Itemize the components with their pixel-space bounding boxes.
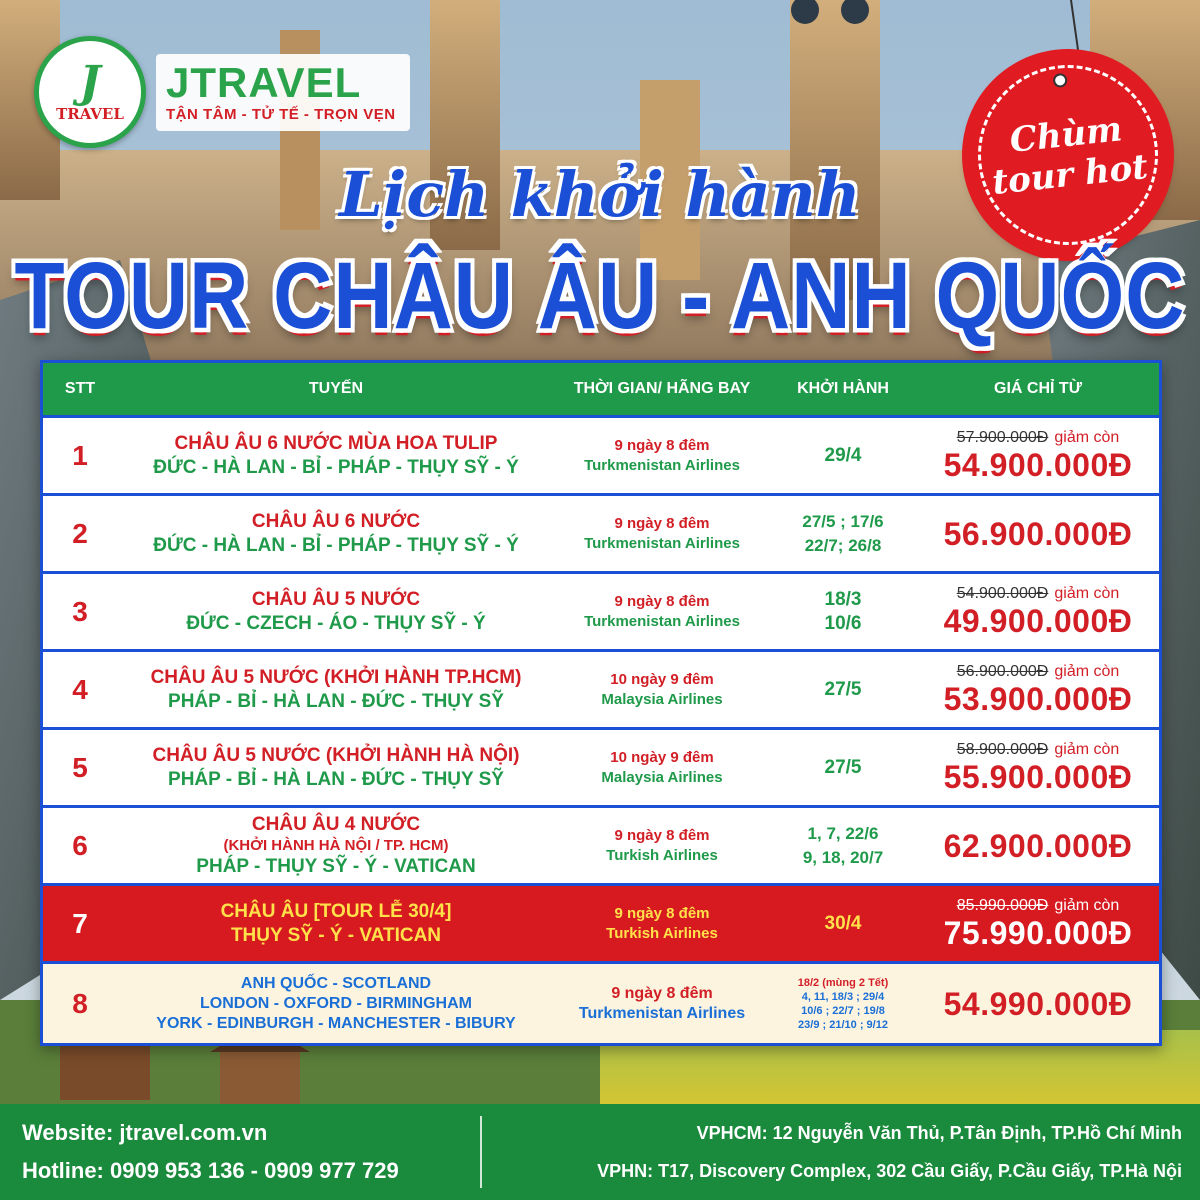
price-cell xyxy=(917,886,1159,961)
price-cell xyxy=(917,652,1159,727)
header-time-airline: THỜI GIAN/ HÃNG BAY xyxy=(573,380,751,397)
departure-date: 27/5 xyxy=(824,756,862,778)
departure-date: 9, 18, 20/7 xyxy=(802,847,884,867)
route-cell xyxy=(117,418,555,493)
old-price-line xyxy=(957,663,1120,681)
duration: 9 ngày 8 đêm xyxy=(611,984,713,1002)
table-row[interactable] xyxy=(43,493,1159,571)
airline: Turkish Airlines xyxy=(606,924,718,942)
table-row[interactable] xyxy=(43,415,1159,493)
table-row-highlighted[interactable] xyxy=(43,883,1159,961)
route-title: CHÂU ÂU 5 NƯỚC xyxy=(251,588,421,610)
route-cell xyxy=(117,652,555,727)
airline: Malaysia Airlines xyxy=(601,690,723,708)
discount-note: giảm còn xyxy=(1054,662,1120,680)
route-cell xyxy=(117,574,555,649)
row-number: 6 xyxy=(72,829,88,861)
departure-cell xyxy=(769,574,917,649)
table-row[interactable] xyxy=(43,571,1159,649)
departure-cell xyxy=(769,808,917,883)
old-price-line xyxy=(957,429,1120,447)
current-price: 75.990.000Đ xyxy=(943,914,1133,951)
old-price: 54.900.000Đ xyxy=(956,584,1049,602)
time-cell xyxy=(555,574,769,649)
departure-date: 27/5 ; 17/6 xyxy=(802,511,884,531)
current-price: 55.900.000Đ xyxy=(943,758,1133,795)
discount-note: giảm còn xyxy=(1054,896,1120,914)
route-cell xyxy=(117,496,555,571)
route-title: CHÂU ÂU 5 NƯỚC (KHỞI HÀNH HÀ NỘI) xyxy=(152,744,520,766)
old-price: 57.900.000Đ xyxy=(956,428,1049,446)
time-cell xyxy=(555,652,769,727)
departure-cell xyxy=(769,418,917,493)
header-departure: KHỞI HÀNH xyxy=(797,380,889,397)
route-cell xyxy=(117,964,555,1043)
brand-logo[interactable] xyxy=(34,36,410,148)
airline: Turkish Airlines xyxy=(606,846,718,864)
logo-emblem xyxy=(34,36,146,148)
duration: 9 ngày 8 đêm xyxy=(614,436,710,454)
duration: 9 ngày 8 đêm xyxy=(614,514,710,532)
price-cell xyxy=(917,574,1159,649)
time-cell xyxy=(555,964,769,1043)
badge-line-2: tour hot xyxy=(990,146,1150,203)
route-title: CHÂU ÂU [TOUR LỄ 30/4] xyxy=(220,900,452,922)
departure-date: 18/2 (mùng 2 Tết) xyxy=(797,976,889,989)
airline: Turkmenistan Airlines xyxy=(584,612,740,630)
departure-cell xyxy=(769,886,917,961)
office-hcm: VPHCM: 12 Nguyễn Văn Thủ, P.Tân Định, TP.Hồ Chí Minh xyxy=(696,1123,1182,1143)
badge-line-1: Chùm xyxy=(1007,109,1124,161)
discount-note: giảm còn xyxy=(1054,584,1120,602)
table-header xyxy=(43,363,1159,415)
price-cell xyxy=(917,964,1159,1043)
duration: 10 ngày 9 đêm xyxy=(610,670,714,688)
header-price: GIÁ CHỈ TỪ xyxy=(994,380,1082,397)
departure-date: 27/5 xyxy=(824,678,862,700)
route-cities-2: YORK - EDINBURGH - MANCHESTER - BIBURY xyxy=(156,1014,516,1032)
route-countries: ĐỨC - CZECH - ÁO - THỤY SỸ - Ý xyxy=(186,612,486,634)
departure-date: 1, 7, 22/6 xyxy=(807,823,879,843)
current-price: 49.900.000Đ xyxy=(943,602,1133,639)
row-number: 7 xyxy=(72,907,88,939)
tour-schedule-table xyxy=(40,360,1162,1046)
airline: Turkmenistan Airlines xyxy=(584,456,740,474)
route-countries: PHÁP - BỈ - HÀ LAN - ĐỨC - THỤY SỸ xyxy=(168,690,504,712)
logo-mark: J xyxy=(79,57,101,108)
price-cell xyxy=(917,418,1159,493)
departure-date: 10/6 ; 22/7 ; 19/8 xyxy=(801,1004,885,1017)
departure-cell xyxy=(769,730,917,805)
route-subtitle: (KHỞI HÀNH HÀ NỘI / TP. HCM) xyxy=(223,836,449,854)
route-countries: ĐỨC - HÀ LAN - BỈ - PHÁP - THỤY SỸ - Ý xyxy=(153,456,519,478)
contact-footer xyxy=(0,1104,1200,1200)
route-title: CHÂU ÂU 4 NƯỚC xyxy=(251,813,421,835)
current-price: 53.900.000Đ xyxy=(943,680,1133,717)
departure-cell xyxy=(769,496,917,571)
row-number: 4 xyxy=(72,673,88,705)
table-row[interactable] xyxy=(43,805,1159,883)
row-number: 8 xyxy=(72,987,88,1019)
old-price-line xyxy=(957,741,1120,759)
row-number: 1 xyxy=(72,439,88,471)
brand-slogan: TẬN TÂM - TỬ TẾ - TRỌN VẸN xyxy=(166,105,396,123)
duration: 10 ngày 9 đêm xyxy=(610,748,714,766)
duration: 9 ngày 8 đêm xyxy=(614,904,710,922)
departure-date: 23/9 ; 21/10 ; 9/12 xyxy=(798,1018,888,1031)
brand-text-box xyxy=(156,54,410,131)
footer-divider xyxy=(480,1116,482,1188)
departure-date: 10/6 xyxy=(824,612,862,634)
route-cell xyxy=(117,808,555,883)
route-cell xyxy=(117,886,555,961)
time-cell xyxy=(555,730,769,805)
departure-date: 22/7; 26/8 xyxy=(804,535,882,555)
discount-note: giảm còn xyxy=(1054,740,1120,758)
hotline[interactable]: Hotline: 0909 953 136 - 0909 977 729 xyxy=(22,1158,399,1183)
time-cell xyxy=(555,808,769,883)
page-title: TOUR CHÂU ÂU - ANH QUỐC xyxy=(14,244,1186,349)
row-number: 5 xyxy=(72,751,88,783)
page-subtitle: Lịch khởi hành xyxy=(339,158,861,231)
route-title: CHÂU ÂU 6 NƯỚC MÙA HOA TULIP xyxy=(174,432,498,454)
old-price-line xyxy=(957,585,1120,603)
route-countries: PHÁP - THỤY SỸ - Ý - VATICAN xyxy=(196,855,476,877)
route-title: CHÂU ÂU 5 NƯỚC (KHỞI HÀNH TP.HCM) xyxy=(150,666,522,688)
website-link[interactable]: Website: jtravel.com.vn xyxy=(22,1120,268,1145)
footer-contact xyxy=(0,1114,480,1190)
price-cell xyxy=(917,496,1159,571)
table-row[interactable] xyxy=(43,727,1159,805)
departure-date: 29/4 xyxy=(824,444,862,466)
header-route: TUYẾN xyxy=(308,380,364,397)
route-cities: LONDON - OXFORD - BIRMINGHAM xyxy=(200,994,472,1012)
departure-cell xyxy=(769,652,917,727)
time-cell xyxy=(555,418,769,493)
route-cell xyxy=(117,730,555,805)
airline: Turkmenistan Airlines xyxy=(578,1004,746,1022)
route-countries: THỤY SỸ - Ý - VATICAN xyxy=(230,924,442,946)
price-cell xyxy=(917,808,1159,883)
logo-circle-text: TRAVEL xyxy=(56,105,124,123)
airline: Turkmenistan Airlines xyxy=(584,534,740,552)
time-cell xyxy=(555,886,769,961)
departure-date: 4, 11, 18/3 ; 29/4 xyxy=(801,990,885,1003)
route-title: CHÂU ÂU 6 NƯỚC xyxy=(251,510,421,532)
airline: Malaysia Airlines xyxy=(601,768,723,786)
departure-cell xyxy=(769,964,917,1043)
tag-hole-icon xyxy=(1052,73,1067,88)
price-cell xyxy=(917,730,1159,805)
old-price: 58.900.000Đ xyxy=(956,740,1049,758)
old-price: 85.990.000Đ xyxy=(956,896,1049,914)
header-stt: STT xyxy=(64,380,96,397)
row-number: 2 xyxy=(72,517,88,549)
route-countries: PHÁP - BỈ - HÀ LAN - ĐỨC - THỤY SỸ xyxy=(168,768,504,790)
time-cell xyxy=(555,496,769,571)
departure-date: 18/3 xyxy=(824,588,862,610)
brand-name: JTRAVEL xyxy=(166,58,362,106)
old-price-line xyxy=(957,897,1120,915)
row-number: 3 xyxy=(72,595,88,627)
route-countries: ĐỨC - HÀ LAN - BỈ - PHÁP - THỤY SỸ - Ý xyxy=(153,534,519,556)
current-price: 62.900.000Đ xyxy=(943,827,1133,864)
current-price: 56.900.000Đ xyxy=(943,515,1133,552)
current-price: 54.990.000Đ xyxy=(943,985,1133,1022)
footer-offices xyxy=(482,1114,1200,1190)
departure-date: 30/4 xyxy=(824,912,862,934)
table-row[interactable] xyxy=(43,649,1159,727)
duration: 9 ngày 8 đêm xyxy=(614,592,710,610)
office-hn: VPHN: T17, Discovery Complex, 302 Cầu Giấy, P.Cầu Giấy, TP.Hà Nội xyxy=(597,1161,1182,1181)
route-title: ANH QUỐC - SCOTLAND xyxy=(240,974,432,992)
current-price: 54.900.000Đ xyxy=(943,446,1133,483)
old-price: 56.900.000Đ xyxy=(956,662,1049,680)
duration: 9 ngày 8 đêm xyxy=(614,826,710,844)
table-row[interactable] xyxy=(43,961,1159,1043)
discount-note: giảm còn xyxy=(1054,428,1120,446)
